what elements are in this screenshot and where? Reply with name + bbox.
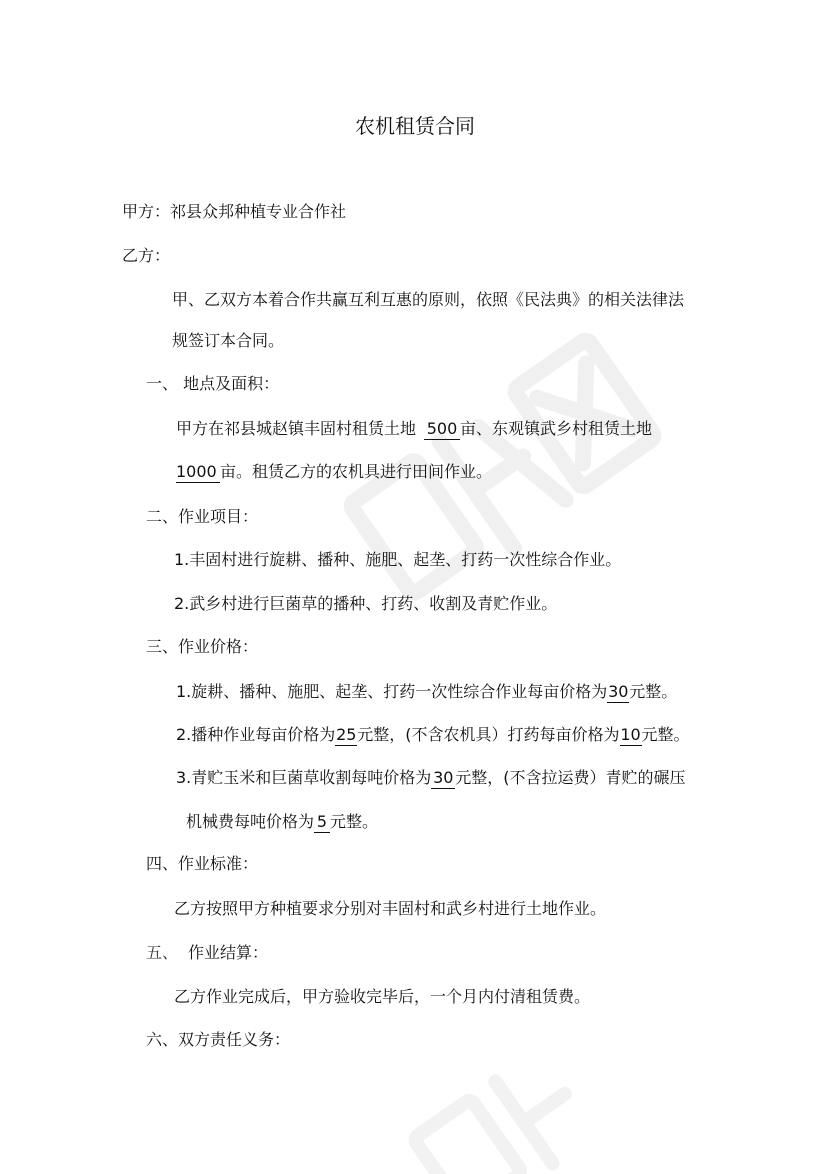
section-3-item-2-prefix: 2.播种作业每亩价格为 <box>176 725 336 744</box>
section-4-heading: 四、作业标准： <box>146 854 259 873</box>
section-3-item-3-mid: 元整，(不含拉运费）青贮的碾压 <box>455 768 686 787</box>
party-a-label: 甲方： <box>122 202 171 221</box>
section-2-item-2: 2.武乡村进行巨菌草的播种、打药、收割及青贮作业。 <box>174 594 558 613</box>
price-combined-value: 30 <box>608 682 629 701</box>
section-5-heading <box>146 942 268 964</box>
section-3-item-1-suffix: 元整。 <box>629 682 678 701</box>
preamble-line-2: 规签订本合同。 <box>172 331 285 350</box>
party-b-line <box>122 245 170 267</box>
section-3-item-1 <box>176 681 677 703</box>
section-2-item-1: 1.丰固村进行旋耕、播种、施肥、起垄、打药一次性综合作业。 <box>174 550 622 569</box>
section-4-text: 乙方按照甲方种植要求分别对丰固村和武乡村进行土地作业。 <box>174 899 607 918</box>
section-5-text: 乙方作业完成后，甲方验收完毕后，一个月内付清租赁费。 <box>174 987 591 1006</box>
section-3-item-3-suffix: 元整。 <box>330 812 379 831</box>
section-3-heading: 三、作业价格： <box>146 637 259 656</box>
price-rolling-value: 5 <box>314 812 330 833</box>
section-3-item-2 <box>176 724 690 746</box>
section-1-line-2-suffix: 亩。租赁乙方的农机具进行田间作业。 <box>220 462 493 481</box>
section-3-item-2-suffix: 元整。 <box>641 725 690 744</box>
section-3-item-2-mid: 元整，(不含农机具）打药每亩价格为 <box>357 725 620 744</box>
page-title: 农机租赁合同 <box>355 114 475 138</box>
section-3-item-1-prefix: 1.旋耕、播种、施肥、起垄、打药一次性综合作业每亩价格为 <box>176 682 608 701</box>
section-1-line-1-prefix: 甲方在祁县城赵镇丰固村租赁土地 <box>176 419 417 438</box>
section-1-line-1 <box>176 418 652 440</box>
section-3-item-3-prefix: 3.青贮玉米和巨菌草收割每吨价格为 <box>176 768 432 787</box>
party-a-name: 祁县众邦种植专业合作社 <box>170 202 347 221</box>
section-3-item-3 <box>176 767 686 789</box>
section-1-line-2 <box>176 461 492 483</box>
section-5-number: 五、 <box>146 943 179 962</box>
section-2-heading: 二、作业项目： <box>146 507 259 526</box>
party-b-label: 乙方： <box>122 246 171 265</box>
section-3-item-3-line-2-prefix: 机械费每吨价格为 <box>186 812 315 831</box>
section-5-heading-text: 作业结算： <box>188 943 269 962</box>
price-spraying-value: 10 <box>620 725 641 744</box>
price-sowing-value: 25 <box>336 725 357 744</box>
preamble-line-1: 甲、乙双方本着合作共赢互利互惠的原则，依照《民法典》的相关法律法 <box>172 290 685 309</box>
section-1-line-1-suffix: 亩、东观镇武乡村租赁土地 <box>460 419 653 438</box>
price-harvest-value: 30 <box>433 768 454 787</box>
area-fenggu-value: 500 <box>424 419 460 440</box>
party-a-line <box>122 201 346 223</box>
section-1-heading: 一、 地点及面积： <box>146 374 280 393</box>
area-wuxiang-value: 1000 <box>176 462 220 483</box>
section-3-item-3-line-2 <box>186 811 378 833</box>
watermark-graphic-lower <box>380 1030 640 1174</box>
section-6-heading: 六、双方责任义务： <box>146 1030 291 1049</box>
